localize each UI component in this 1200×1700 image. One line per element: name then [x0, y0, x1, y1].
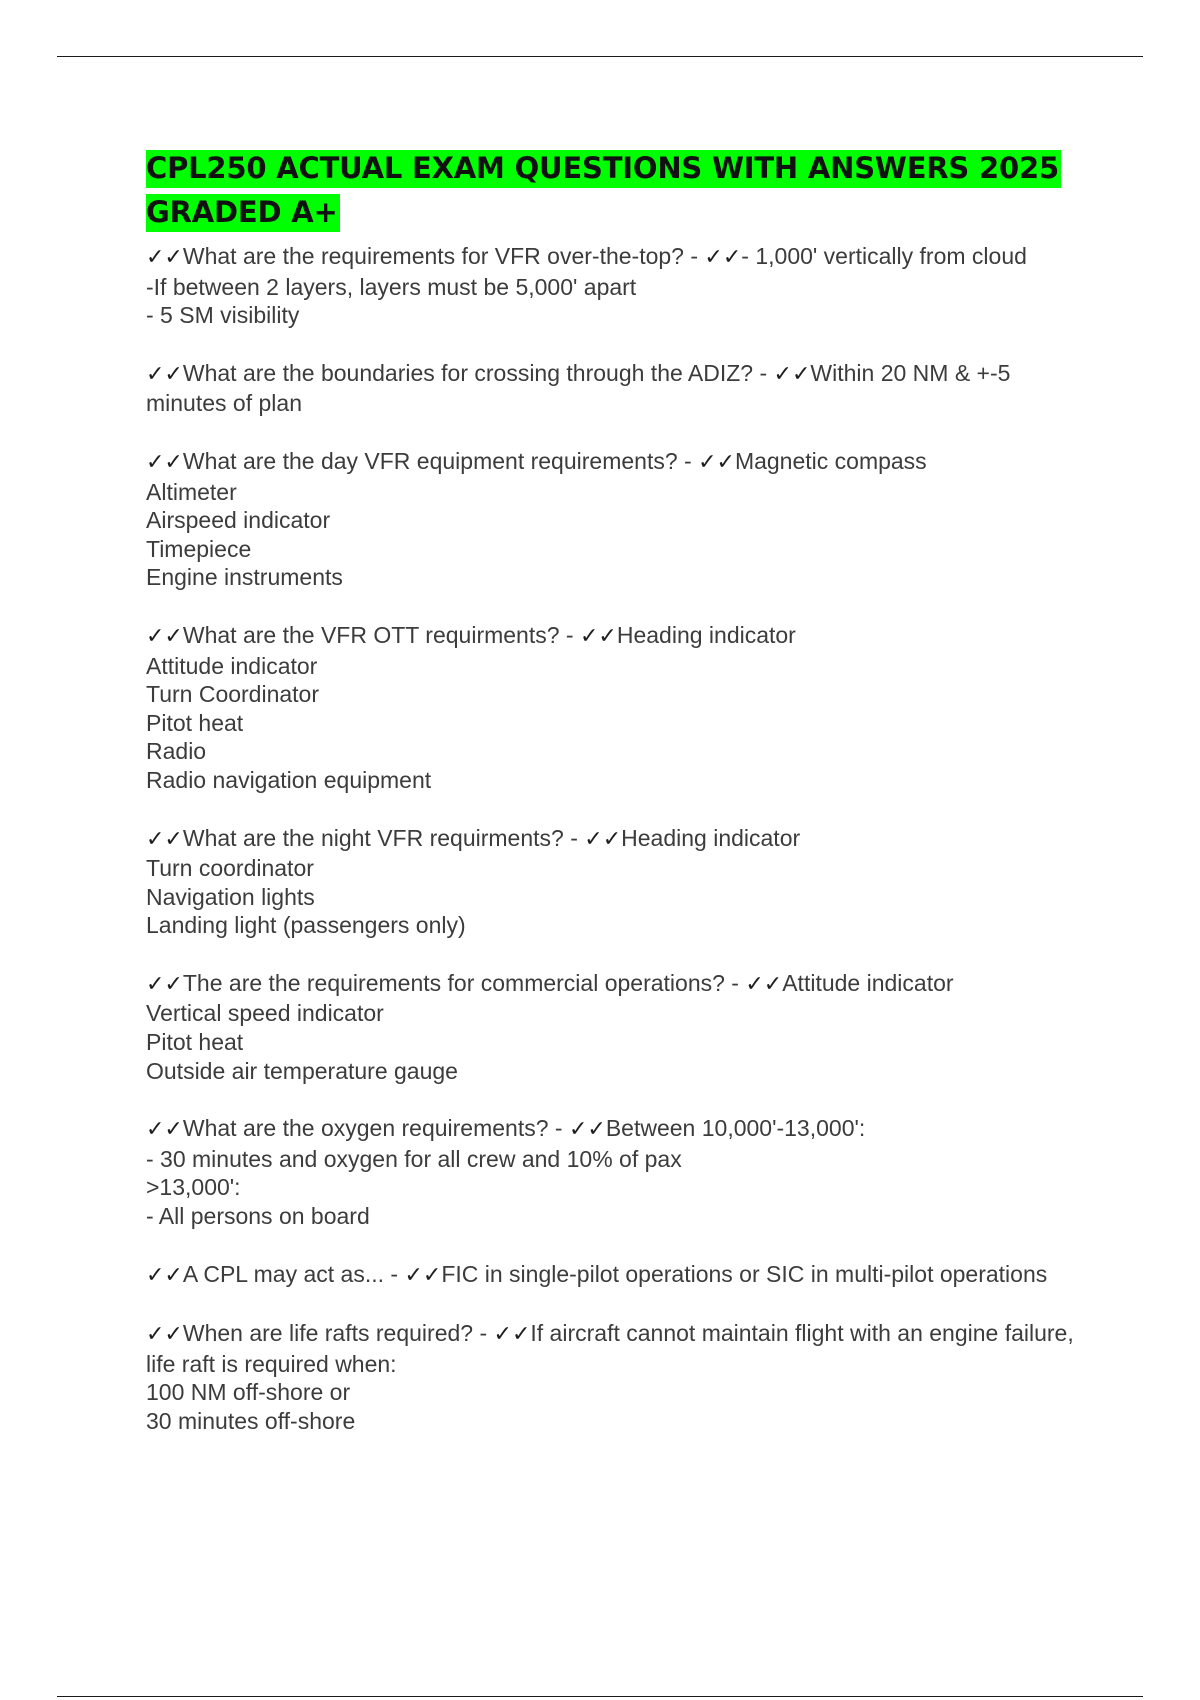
qa-item	[146, 242, 1086, 330]
answer-line: Landing light (passengers only)	[146, 912, 466, 939]
answer-text: Within 20 NM & +-5 minutes of plan	[146, 359, 1017, 417]
question-check-icon: ✓✓	[146, 1262, 183, 1288]
question-check-icon: ✓✓	[146, 449, 183, 475]
qa-item	[146, 1319, 1086, 1435]
answer-line: 30 minutes off-shore	[146, 1408, 356, 1434]
answer-check-icon: ✓✓	[745, 971, 783, 997]
question-text: A CPL may act as... -	[182, 1260, 405, 1287]
question-text: What are the oxygen requirements? -	[182, 1115, 569, 1142]
qa-question-line	[146, 969, 1086, 1000]
qa-item	[146, 1114, 1086, 1230]
answer-check-icon: ✓✓	[704, 245, 742, 270]
answer-line: Turn Coordinator	[146, 681, 320, 708]
answer-line: Airspeed indicator	[146, 507, 331, 534]
qa-question-line	[146, 447, 1086, 478]
answer-text: Heading indicator	[616, 621, 796, 648]
question-text: What are the night VFR requirments? -	[182, 824, 585, 851]
question-text: The are the requirements for commercial operations? -	[182, 969, 746, 996]
answer-text: Attitude indicator	[782, 969, 954, 996]
answer-text: Heading indicator	[621, 824, 801, 851]
qa-question-line	[146, 1114, 1086, 1145]
answer-check-icon: ✓✓	[493, 1322, 531, 1348]
question-check-icon: ✓✓	[146, 361, 183, 387]
document-body	[146, 146, 1086, 1465]
answer-line: - All persons on board	[146, 1203, 370, 1230]
qa-question-line	[146, 242, 1086, 273]
qa-question-line	[146, 359, 1086, 418]
answer-line: Radio	[146, 738, 207, 765]
qa-item	[146, 969, 1086, 1085]
answer-line: >13,000':	[146, 1174, 241, 1201]
answer-check-icon: ✓✓	[698, 449, 735, 475]
answer-line: - 5 SM visibility	[146, 302, 300, 329]
answer-line: Radio navigation equipment	[146, 766, 432, 793]
qa-item	[146, 359, 1086, 418]
qa-item	[146, 1260, 1086, 1291]
title-highlight: CPL250 ACTUAL EXAM QUESTIONS WITH ANSWERS 2025 GRADED A+	[146, 150, 1061, 232]
header-rule	[57, 56, 1143, 57]
question-check-icon: ✓✓	[146, 971, 183, 997]
question-text: When are life rafts required? -	[182, 1320, 494, 1347]
answer-check-icon: ✓✓	[568, 1117, 606, 1143]
answer-line: Turn coordinator	[146, 855, 314, 882]
answer-text: If aircraft cannot maintain flight with an engine failure, life raft is required when:	[146, 1320, 1081, 1377]
qa-question-line	[146, 1260, 1086, 1291]
qa-item	[146, 447, 1086, 592]
qa-question-line	[146, 621, 1086, 652]
question-check-icon: ✓✓	[146, 1322, 183, 1348]
answer-line: Timepiece	[146, 535, 252, 562]
qa-question-line	[146, 824, 1086, 855]
question-check-icon: ✓✓	[146, 245, 183, 270]
question-check-icon: ✓✓	[146, 826, 183, 852]
question-text: What are the requirements for VFR over-the-top? -	[182, 243, 705, 269]
answer-check-icon: ✓✓	[773, 361, 811, 387]
qa-item	[146, 824, 1086, 940]
answer-line: Pitot heat	[146, 709, 244, 736]
answer-line: Pitot heat	[146, 1029, 244, 1056]
answer-text: Between 10,000'-13,000':	[605, 1115, 866, 1142]
question-text: What are the VFR OTT requirments? -	[182, 621, 580, 648]
answer-line: Engine instruments	[146, 564, 343, 591]
answer-line: Attitude indicator	[146, 652, 318, 679]
question-text: What are the boundaries for crossing through the ADIZ? -	[182, 359, 774, 386]
qa-question-line	[146, 1319, 1086, 1378]
answer-line: -If between 2 layers, layers must be 5,000' apart	[146, 273, 637, 300]
answer-text: FIC in single-pilot operations or SIC in multi-pilot operations	[441, 1260, 1048, 1287]
answer-line: - 30 minutes and oxygen for all crew and 10% of pax	[146, 1145, 682, 1172]
answer-text: - 1,000' vertically from cloud	[741, 243, 1027, 269]
document-title	[146, 146, 1086, 234]
answer-check-icon: ✓✓	[404, 1262, 442, 1288]
footer-rule	[57, 1696, 1143, 1697]
answer-line: Outside air temperature gauge	[146, 1057, 458, 1084]
answer-line: Altimeter	[146, 478, 237, 505]
answer-line: Vertical speed indicator	[146, 1000, 384, 1027]
answer-line: Navigation lights	[146, 883, 315, 910]
answer-check-icon: ✓✓	[579, 623, 617, 649]
answer-text: Magnetic compass	[734, 447, 927, 474]
qa-item	[146, 621, 1086, 795]
question-check-icon: ✓✓	[146, 1117, 183, 1143]
answer-line: 100 NM off-shore or	[146, 1379, 351, 1406]
answer-check-icon: ✓✓	[584, 826, 622, 852]
question-text: What are the day VFR equipment requirements? -	[182, 447, 699, 474]
qa-list	[146, 242, 1086, 1436]
question-check-icon: ✓✓	[146, 623, 183, 649]
